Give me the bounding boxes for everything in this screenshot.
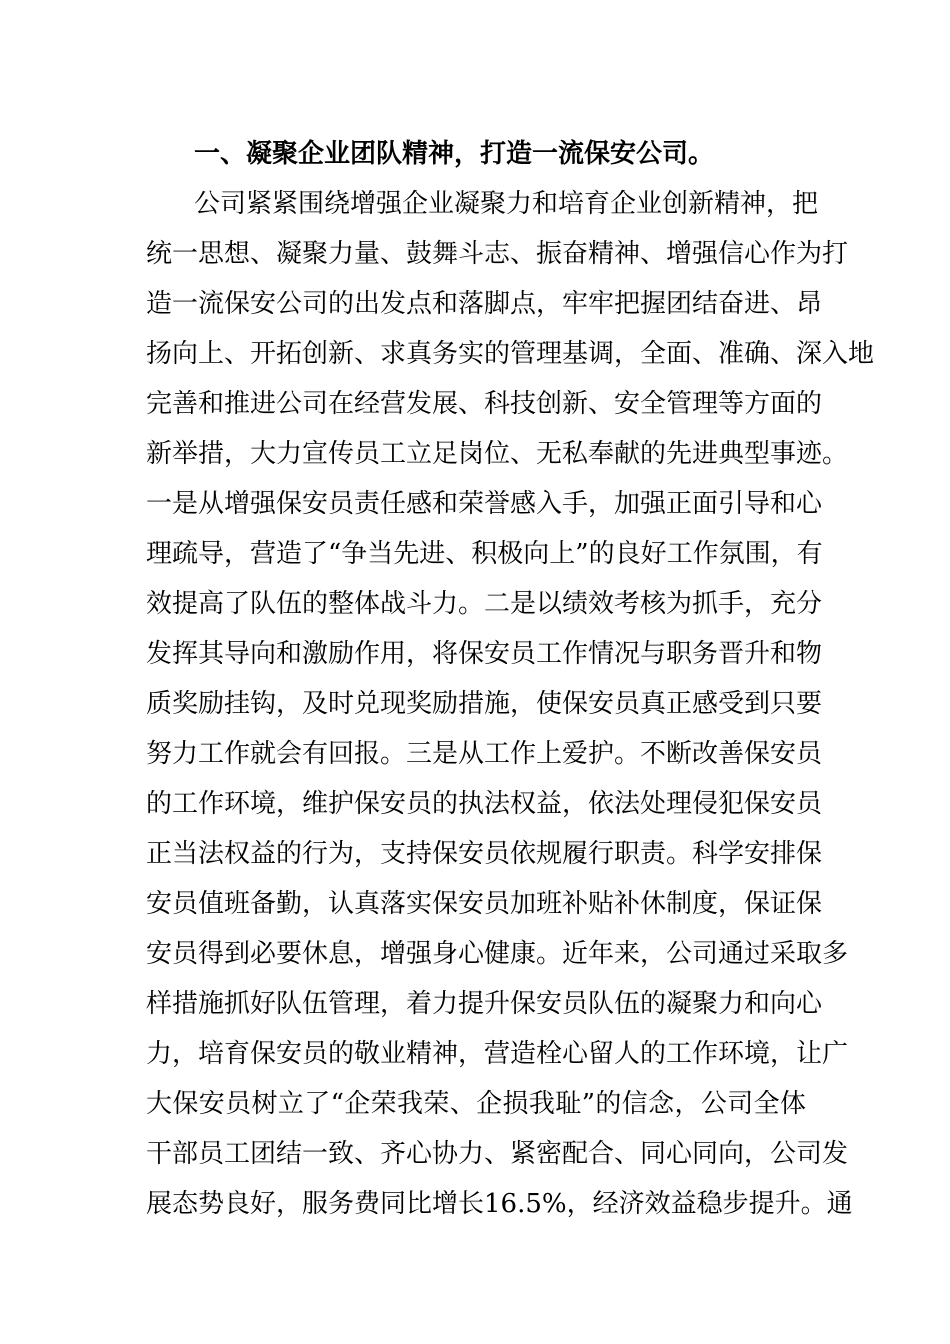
paragraph-line: 一是从增强保安员责任感和荣誉感入手，加强正面引导和心 xyxy=(146,489,823,519)
paragraph-line: 正当法权益的行为，支持保安员依规履行职责。科学安排保 xyxy=(146,839,823,869)
paragraph-line: 理疏导，营造了“争当先进、积极向上”的良好工作氛围，有 xyxy=(146,539,823,569)
paragraph-line: 安员得到必要休息，增强身心健康。近年来，公司通过采取多 xyxy=(146,939,849,969)
paragraph-line: 干部员工团结一致、齐心协力、紧密配合、同心同向，公司发 xyxy=(146,1139,849,1169)
paragraph-line: 样措施抓好队伍管理，着力提升保安员队伍的凝聚力和向心 xyxy=(146,989,823,1019)
paragraph-line: 效提高了队伍的整体战斗力。二是以绩效考核为抓手，充分 xyxy=(146,589,823,619)
paragraph-line: 努力工作就会有回报。三是从工作上爱护。不断改善保安员 xyxy=(146,739,823,769)
paragraph-line: 统一思想、凝聚力量、鼓舞斗志、振奋精神、增强信心作为打 xyxy=(146,239,849,269)
paragraph-line: 的工作环境，维护保安员的执法权益，依法处理侵犯保安员 xyxy=(146,789,823,819)
paragraph-line: 新举措，大力宣传员工立足岗位、无私奉献的先进典型事迹。 xyxy=(146,439,849,469)
paragraph-line: 质奖励挂钩，及时兑现奖励措施，使保安员真正感受到只要 xyxy=(146,689,823,719)
paragraph-line: 力，培育保安员的敬业精神，营造栓心留人的工作环境，让广 xyxy=(146,1039,849,1069)
section-heading: 一、凝聚企业团队精神，打造一流保安公司。 xyxy=(194,139,715,169)
paragraph-line: 完善和推进公司在经营发展、科技创新、安全管理等方面的 xyxy=(146,389,823,419)
paragraph-line: 大保安员树立了“企荣我荣、企损我耻”的信念，公司全体 xyxy=(146,1089,806,1119)
paragraph-line: 发挥其导向和激励作用，将保安员工作情况与职务晋升和物 xyxy=(146,639,823,669)
paragraph-line: 扬向上、开拓创新、求真务实的管理基调，全面、准确、深入地 xyxy=(146,339,875,369)
paragraph-line: 公司紧紧围绕增强企业凝聚力和培育企业创新精神，把 xyxy=(194,189,819,219)
paragraph-line: 展态势良好，服务费同比增长16.5%，经济效益稳步提升。通 xyxy=(146,1189,853,1219)
paragraph-line: 安员值班备勤，认真落实保安员加班补贴补休制度，保证保 xyxy=(146,889,823,919)
paragraph-line: 造一流保安公司的出发点和落脚点，牢牢把握团结奋进、昂 xyxy=(146,289,823,319)
